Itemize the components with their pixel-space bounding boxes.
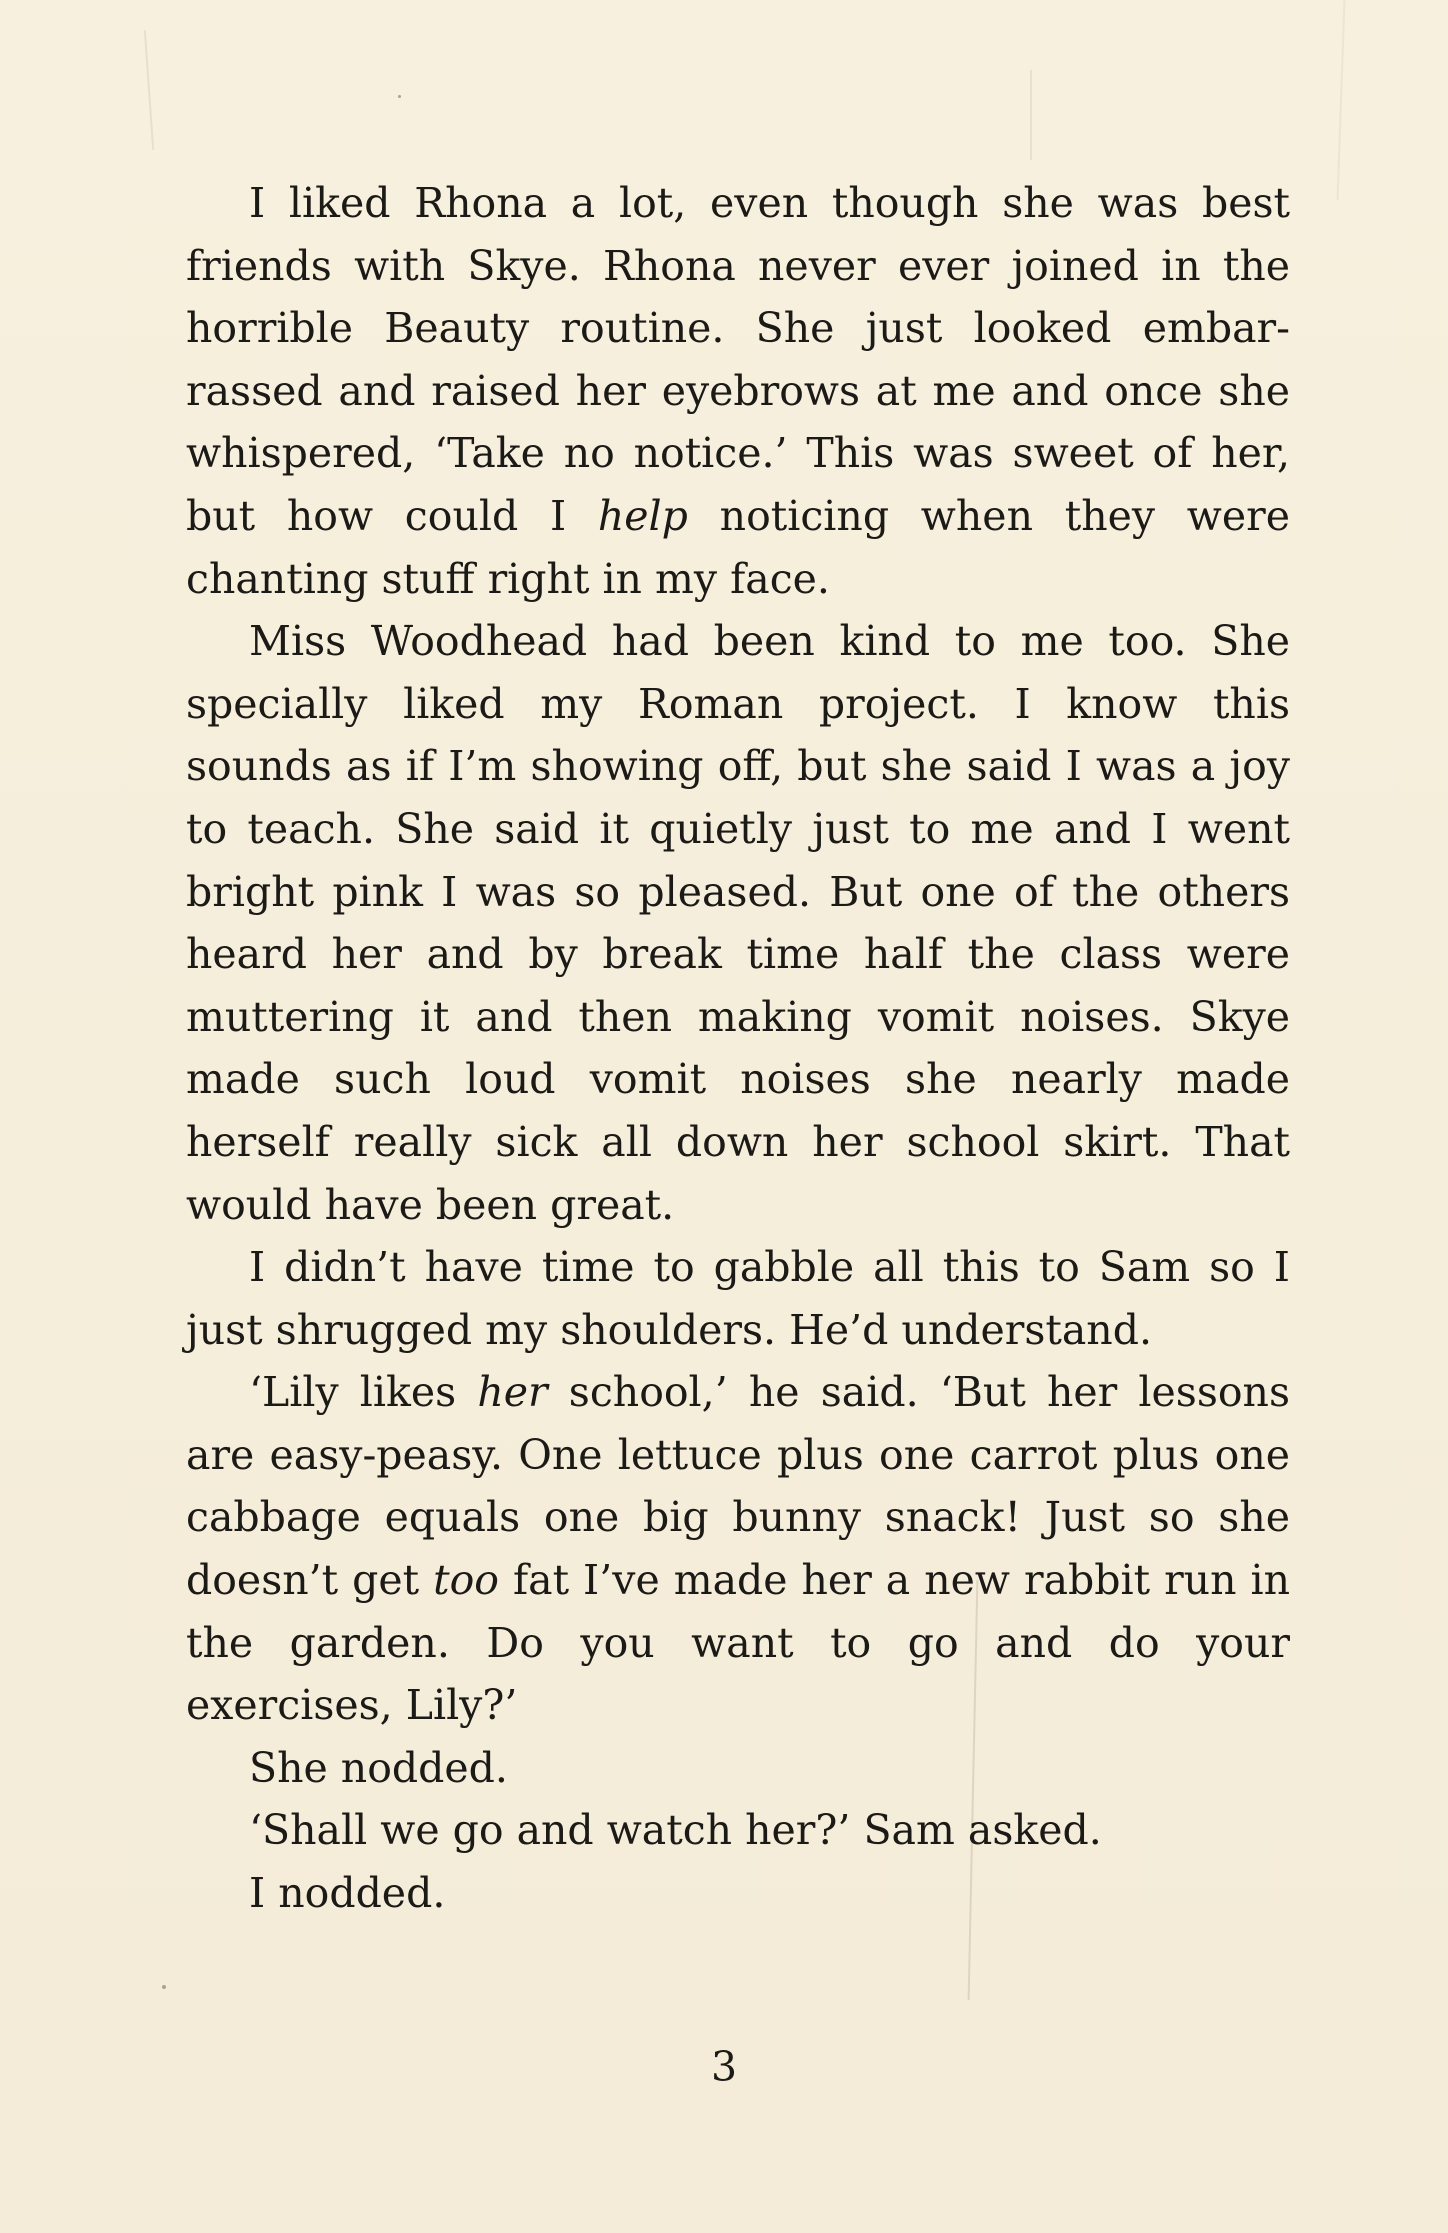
paper-speck [398,95,401,98]
paragraph [186,1236,1290,1361]
paragraph [186,172,1290,610]
text-segment: I didn’t have time to gabble all this to Sam so I just shrugged my shoulders. He’d understand. [186,1243,1290,1354]
body-text [186,172,1290,1925]
paragraph [186,610,1290,1236]
paragraph [186,1737,1290,1800]
page-crease [1337,0,1346,200]
paragraph [186,1799,1290,1862]
page-crease [1030,70,1032,160]
page-crease [144,30,154,150]
text-segment: noticing when they were chanting stuff right in my face. [186,491,1290,603]
paper-speck [162,1985,166,1989]
text-segment: school,’ he said. ‘But her lessons are easy-peasy. One lettuce plus one carrot plus one cabbage equals one big bunny snack! Just so she doesn’t get [186,1368,1290,1605]
paragraph [186,1862,1290,1925]
text-segment: ‘Lily likes [249,1368,478,1417]
italic-text: help [597,491,688,540]
italic-text: her [477,1368,548,1417]
text-segment: Miss Woodhead had been kind to me too. She specially liked my Roman project. I know this sounds as if I’m showing off, but she said I was a joy to teach. She said it quietly just to me and I went bright pink I was so pleased. But one of the others heard her and by break time half the class were muttering it and then making vomit noises. Skye made such loud vomit noises she nearly made herself really sick all down her school skirt. That would have been great. [186,617,1290,1229]
text-segment: She nodded. [249,1743,508,1792]
page-number: 3 [710,2043,738,2091]
paragraph [186,1361,1290,1737]
italic-text: too [433,1556,499,1605]
text-segment: I liked Rhona a lot, even though she was best friends with Skye. Rhona never ever joined in the horrible Beauty routine. She just looked embarrassed and raised her eyebrows at me and once she whispered, ‘Take no notice.’ This was sweet of her, but how could I [186,179,1290,540]
text-segment: I nodded. [249,1869,446,1918]
text-segment: ‘Shall we go and watch her?’ Sam asked. [249,1806,1102,1855]
text-segment: fat I’ve made her a new rabbit run in the garden. Do you want to go and do your exercises, Lily?’ [186,1556,1291,1730]
